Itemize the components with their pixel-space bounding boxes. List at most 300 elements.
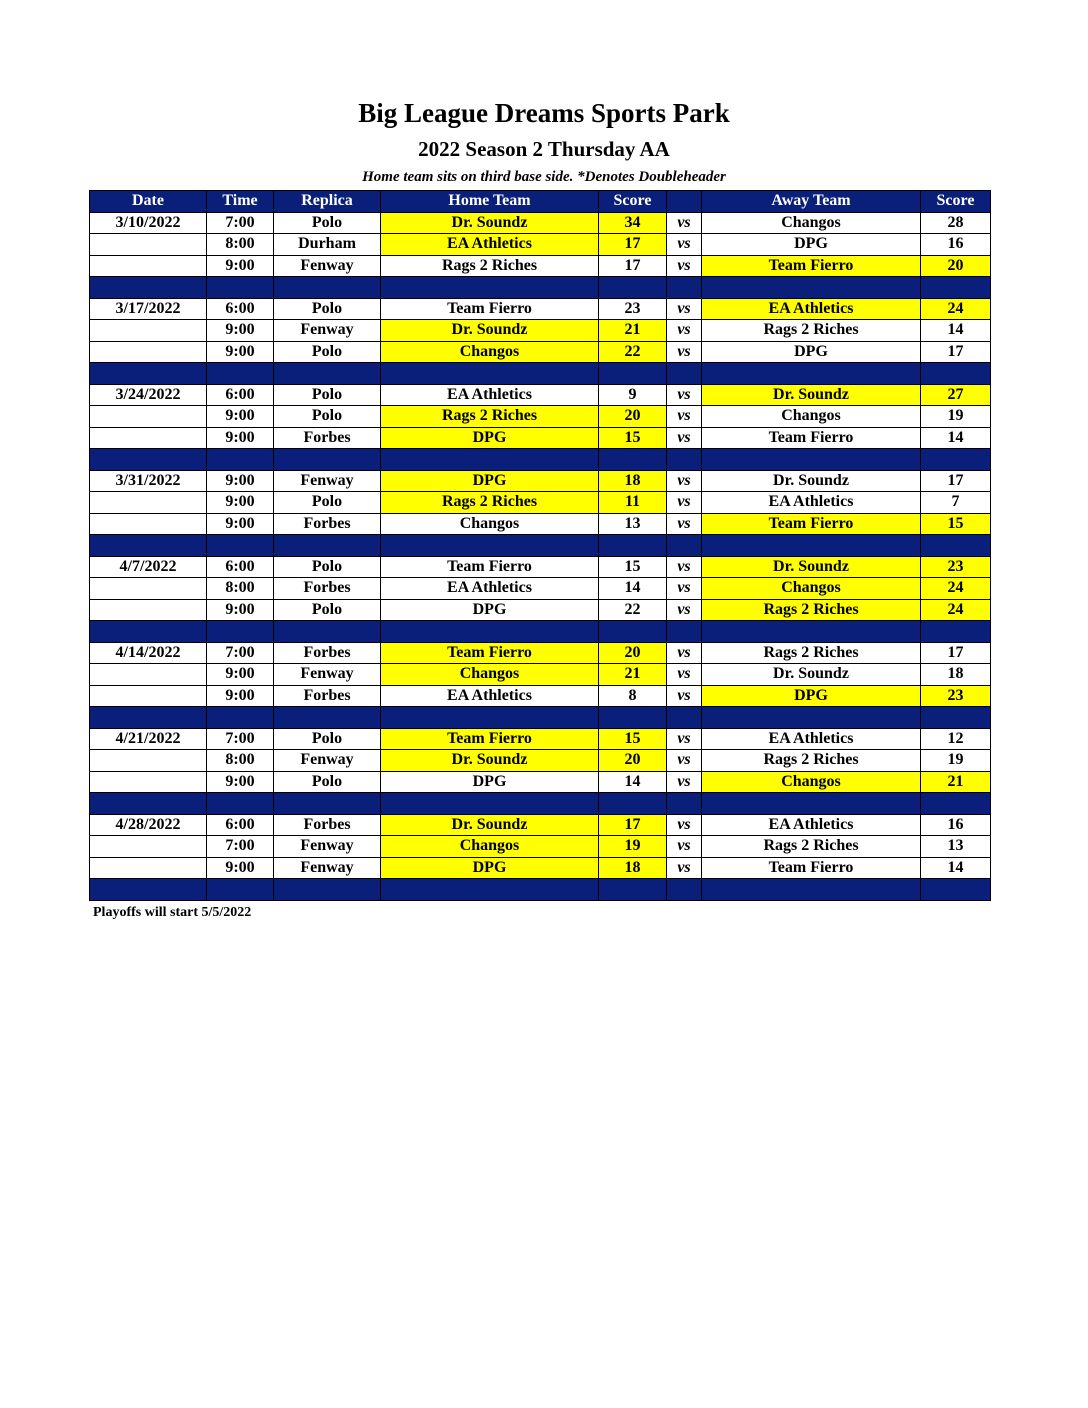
header-replica: Replica [274,191,381,213]
vs-label: vs [667,255,702,277]
away-team: Rags 2 Riches [702,599,921,621]
separator-cell [702,621,921,643]
home-score: 15 [599,427,667,449]
game-time: 9:00 [207,599,274,621]
away-score: 28 [921,212,991,234]
home-score: 18 [599,857,667,879]
away-team: Rags 2 Riches [702,836,921,858]
header-home-score: Score [599,191,667,213]
separator-cell [921,449,991,471]
away-team: EA Athletics [702,492,921,514]
separator-cell [667,449,702,471]
home-team: Dr. Soundz [381,212,599,234]
separator-cell [207,449,274,471]
home-team: Team Fierro [381,642,599,664]
game-field: Fenway [274,255,381,277]
game-time: 9:00 [207,427,274,449]
home-team: Team Fierro [381,298,599,320]
home-team: Changos [381,664,599,686]
game-date [90,578,207,600]
game-date [90,771,207,793]
game-date [90,750,207,772]
game-time: 9:00 [207,470,274,492]
game-date: 4/28/2022 [90,814,207,836]
vs-label: vs [667,556,702,578]
game-date [90,664,207,686]
away-team: EA Athletics [702,298,921,320]
game-time: 9:00 [207,406,274,428]
game-time: 7:00 [207,836,274,858]
game-row [90,470,991,492]
game-date: 4/21/2022 [90,728,207,750]
separator-cell [274,277,381,299]
game-row [90,384,991,406]
home-score: 9 [599,384,667,406]
home-team: EA Athletics [381,685,599,707]
header-away-score: Score [921,191,991,213]
schedule-note: Home team sits on third base side. *Denotes Doubleheader [362,169,726,185]
separator-cell [90,535,207,557]
page-title: Big League Dreams Sports Park [358,98,730,128]
home-score: 23 [599,298,667,320]
game-field: Forbes [274,814,381,836]
away-score: 17 [921,642,991,664]
home-team: DPG [381,857,599,879]
separator-cell [274,621,381,643]
away-score: 23 [921,685,991,707]
away-score: 21 [921,771,991,793]
game-row [90,427,991,449]
away-team: Changos [702,406,921,428]
home-team: Changos [381,513,599,535]
away-score: 17 [921,341,991,363]
separator-cell [599,535,667,557]
separator-cell [667,707,702,729]
separator-cell [381,621,599,643]
separator-cell [90,277,207,299]
home-score: 8 [599,685,667,707]
separator-cell [274,879,381,901]
away-score: 17 [921,470,991,492]
away-team: Team Fierro [702,427,921,449]
home-score: 20 [599,406,667,428]
separator-cell [702,707,921,729]
game-date [90,427,207,449]
separator-cell [274,449,381,471]
separator-cell [921,707,991,729]
vs-label: vs [667,384,702,406]
game-date [90,599,207,621]
home-score: 15 [599,728,667,750]
home-score: 17 [599,234,667,256]
home-score: 13 [599,513,667,535]
away-score: 14 [921,427,991,449]
separator-cell [381,535,599,557]
game-row [90,341,991,363]
home-score: 21 [599,320,667,342]
separator-cell [90,879,207,901]
away-score: 7 [921,492,991,514]
separator-cell [702,879,921,901]
away-score: 20 [921,255,991,277]
vs-label: vs [667,685,702,707]
away-team: Team Fierro [702,857,921,879]
game-row [90,234,991,256]
away-score: 14 [921,857,991,879]
game-field: Forbes [274,578,381,600]
week-separator [90,535,991,557]
game-field: Fenway [274,836,381,858]
separator-cell [599,621,667,643]
vs-label: vs [667,427,702,449]
separator-cell [207,535,274,557]
vs-label: vs [667,234,702,256]
away-team: EA Athletics [702,728,921,750]
game-time: 7:00 [207,212,274,234]
home-score: 15 [599,556,667,578]
away-score: 14 [921,320,991,342]
game-field: Forbes [274,642,381,664]
home-score: 34 [599,212,667,234]
away-team: EA Athletics [702,814,921,836]
game-date [90,685,207,707]
header-away-team: Away Team [702,191,921,213]
away-score: 27 [921,384,991,406]
separator-cell [274,535,381,557]
game-field: Polo [274,298,381,320]
home-team: DPG [381,427,599,449]
header-date: Date [90,191,207,213]
schedule-table [89,190,991,901]
game-time: 6:00 [207,814,274,836]
game-time: 9:00 [207,513,274,535]
vs-label: vs [667,212,702,234]
game-time: 9:00 [207,492,274,514]
game-field: Polo [274,406,381,428]
playoffs-note: Playoffs will start 5/5/2022 [93,905,252,920]
header-vs [667,191,702,213]
separator-cell [667,621,702,643]
game-row [90,642,991,664]
game-row [90,513,991,535]
game-time: 6:00 [207,298,274,320]
separator-cell [921,277,991,299]
game-row [90,406,991,428]
away-team: Dr. Soundz [702,556,921,578]
game-time: 6:00 [207,384,274,406]
separator-cell [207,277,274,299]
game-date: 3/31/2022 [90,470,207,492]
header-time: Time [207,191,274,213]
separator-cell [207,363,274,385]
game-row [90,320,991,342]
separator-cell [207,793,274,815]
separator-cell [702,277,921,299]
away-team: Rags 2 Riches [702,320,921,342]
home-team: Changos [381,836,599,858]
game-row [90,298,991,320]
away-score: 16 [921,234,991,256]
separator-cell [599,363,667,385]
home-team: Team Fierro [381,556,599,578]
separator-cell [381,363,599,385]
separator-cell [702,535,921,557]
separator-cell [381,793,599,815]
schedule-body [90,212,991,900]
game-time: 9:00 [207,857,274,879]
game-row [90,664,991,686]
game-field: Durham [274,234,381,256]
home-score: 22 [599,599,667,621]
vs-label: vs [667,492,702,514]
separator-cell [90,707,207,729]
game-date: 3/17/2022 [90,298,207,320]
game-time: 8:00 [207,578,274,600]
vs-label: vs [667,578,702,600]
game-date: 3/24/2022 [90,384,207,406]
week-separator [90,277,991,299]
separator-cell [921,363,991,385]
game-date [90,234,207,256]
vs-label: vs [667,341,702,363]
game-date [90,513,207,535]
away-score: 16 [921,814,991,836]
separator-cell [207,879,274,901]
away-score: 13 [921,836,991,858]
separator-cell [921,621,991,643]
separator-cell [207,707,274,729]
game-time: 9:00 [207,685,274,707]
home-team: Dr. Soundz [381,750,599,772]
game-field: Forbes [274,427,381,449]
game-field: Polo [274,492,381,514]
header-row [90,191,991,213]
game-row [90,212,991,234]
game-row [90,599,991,621]
home-score: 17 [599,255,667,277]
vs-label: vs [667,814,702,836]
away-team: Team Fierro [702,255,921,277]
vs-label: vs [667,664,702,686]
game-field: Forbes [274,685,381,707]
game-row [90,814,991,836]
away-team: Team Fierro [702,513,921,535]
home-score: 20 [599,750,667,772]
separator-cell [599,793,667,815]
week-separator [90,363,991,385]
game-row [90,857,991,879]
home-team: Rags 2 Riches [381,406,599,428]
home-team: EA Athletics [381,578,599,600]
game-row [90,255,991,277]
game-row [90,492,991,514]
game-date [90,406,207,428]
home-team: Team Fierro [381,728,599,750]
separator-cell [702,793,921,815]
home-team: DPG [381,599,599,621]
separator-cell [921,535,991,557]
game-row [90,578,991,600]
game-row [90,836,991,858]
game-date: 4/7/2022 [90,556,207,578]
separator-cell [667,793,702,815]
game-field: Fenway [274,857,381,879]
away-score: 12 [921,728,991,750]
vs-label: vs [667,599,702,621]
separator-cell [274,793,381,815]
away-score: 24 [921,298,991,320]
separator-cell [667,879,702,901]
away-team: Dr. Soundz [702,384,921,406]
separator-cell [381,277,599,299]
separator-cell [90,449,207,471]
separator-cell [274,707,381,729]
game-time: 9:00 [207,664,274,686]
vs-label: vs [667,771,702,793]
home-team: Changos [381,341,599,363]
away-team: DPG [702,685,921,707]
game-field: Fenway [274,750,381,772]
separator-cell [667,363,702,385]
game-date [90,836,207,858]
separator-cell [667,535,702,557]
away-team: Rags 2 Riches [702,642,921,664]
home-team: Dr. Soundz [381,814,599,836]
vs-label: vs [667,750,702,772]
game-field: Fenway [274,470,381,492]
home-team: EA Athletics [381,384,599,406]
home-score: 18 [599,470,667,492]
home-team: DPG [381,470,599,492]
home-score: 21 [599,664,667,686]
away-score: 19 [921,750,991,772]
away-score: 24 [921,578,991,600]
game-time: 9:00 [207,320,274,342]
game-row [90,685,991,707]
separator-cell [90,793,207,815]
home-score: 20 [599,642,667,664]
home-score: 22 [599,341,667,363]
home-score: 11 [599,492,667,514]
game-date [90,320,207,342]
separator-cell [599,277,667,299]
away-team: Changos [702,771,921,793]
game-time: 9:00 [207,255,274,277]
vs-label: vs [667,406,702,428]
game-field: Polo [274,599,381,621]
away-team: Dr. Soundz [702,664,921,686]
separator-cell [381,879,599,901]
away-team: DPG [702,341,921,363]
vs-label: vs [667,320,702,342]
game-time: 9:00 [207,771,274,793]
away-score: 15 [921,513,991,535]
separator-cell [274,363,381,385]
separator-cell [381,449,599,471]
game-time: 6:00 [207,556,274,578]
separator-cell [702,363,921,385]
home-score: 17 [599,814,667,836]
game-row [90,728,991,750]
home-team: Rags 2 Riches [381,492,599,514]
home-team: DPG [381,771,599,793]
separator-cell [90,621,207,643]
separator-cell [921,793,991,815]
home-score: 14 [599,578,667,600]
game-field: Polo [274,212,381,234]
separator-cell [599,449,667,471]
home-score: 14 [599,771,667,793]
separator-cell [667,277,702,299]
separator-cell [921,879,991,901]
vs-label: vs [667,728,702,750]
game-field: Polo [274,556,381,578]
vs-label: vs [667,298,702,320]
away-team: Rags 2 Riches [702,750,921,772]
away-score: 24 [921,599,991,621]
week-separator [90,707,991,729]
separator-cell [702,449,921,471]
week-separator [90,621,991,643]
week-separator [90,879,991,901]
game-field: Polo [274,341,381,363]
separator-cell [381,707,599,729]
game-time: 7:00 [207,642,274,664]
game-date: 3/10/2022 [90,212,207,234]
game-date: 4/14/2022 [90,642,207,664]
vs-label: vs [667,513,702,535]
away-score: 18 [921,664,991,686]
game-row [90,556,991,578]
away-team: Dr. Soundz [702,470,921,492]
vs-label: vs [667,642,702,664]
vs-label: vs [667,836,702,858]
home-team: Rags 2 Riches [381,255,599,277]
header-home-team: Home Team [381,191,599,213]
game-time: 8:00 [207,750,274,772]
vs-label: vs [667,470,702,492]
game-date [90,255,207,277]
separator-cell [90,363,207,385]
home-score: 19 [599,836,667,858]
game-field: Polo [274,728,381,750]
game-time: 8:00 [207,234,274,256]
game-row [90,771,991,793]
game-field: Fenway [274,664,381,686]
game-time: 9:00 [207,341,274,363]
week-separator [90,449,991,471]
away-team: Changos [702,578,921,600]
separator-cell [599,707,667,729]
separator-cell [207,621,274,643]
game-date [90,492,207,514]
away-team: Changos [702,212,921,234]
game-time: 7:00 [207,728,274,750]
separator-cell [599,879,667,901]
away-score: 23 [921,556,991,578]
away-team: DPG [702,234,921,256]
game-field: Fenway [274,320,381,342]
home-team: EA Athletics [381,234,599,256]
game-date [90,341,207,363]
week-separator [90,793,991,815]
game-field: Forbes [274,513,381,535]
game-field: Polo [274,384,381,406]
home-team: Dr. Soundz [381,320,599,342]
game-field: Polo [274,771,381,793]
away-score: 19 [921,406,991,428]
vs-label: vs [667,857,702,879]
